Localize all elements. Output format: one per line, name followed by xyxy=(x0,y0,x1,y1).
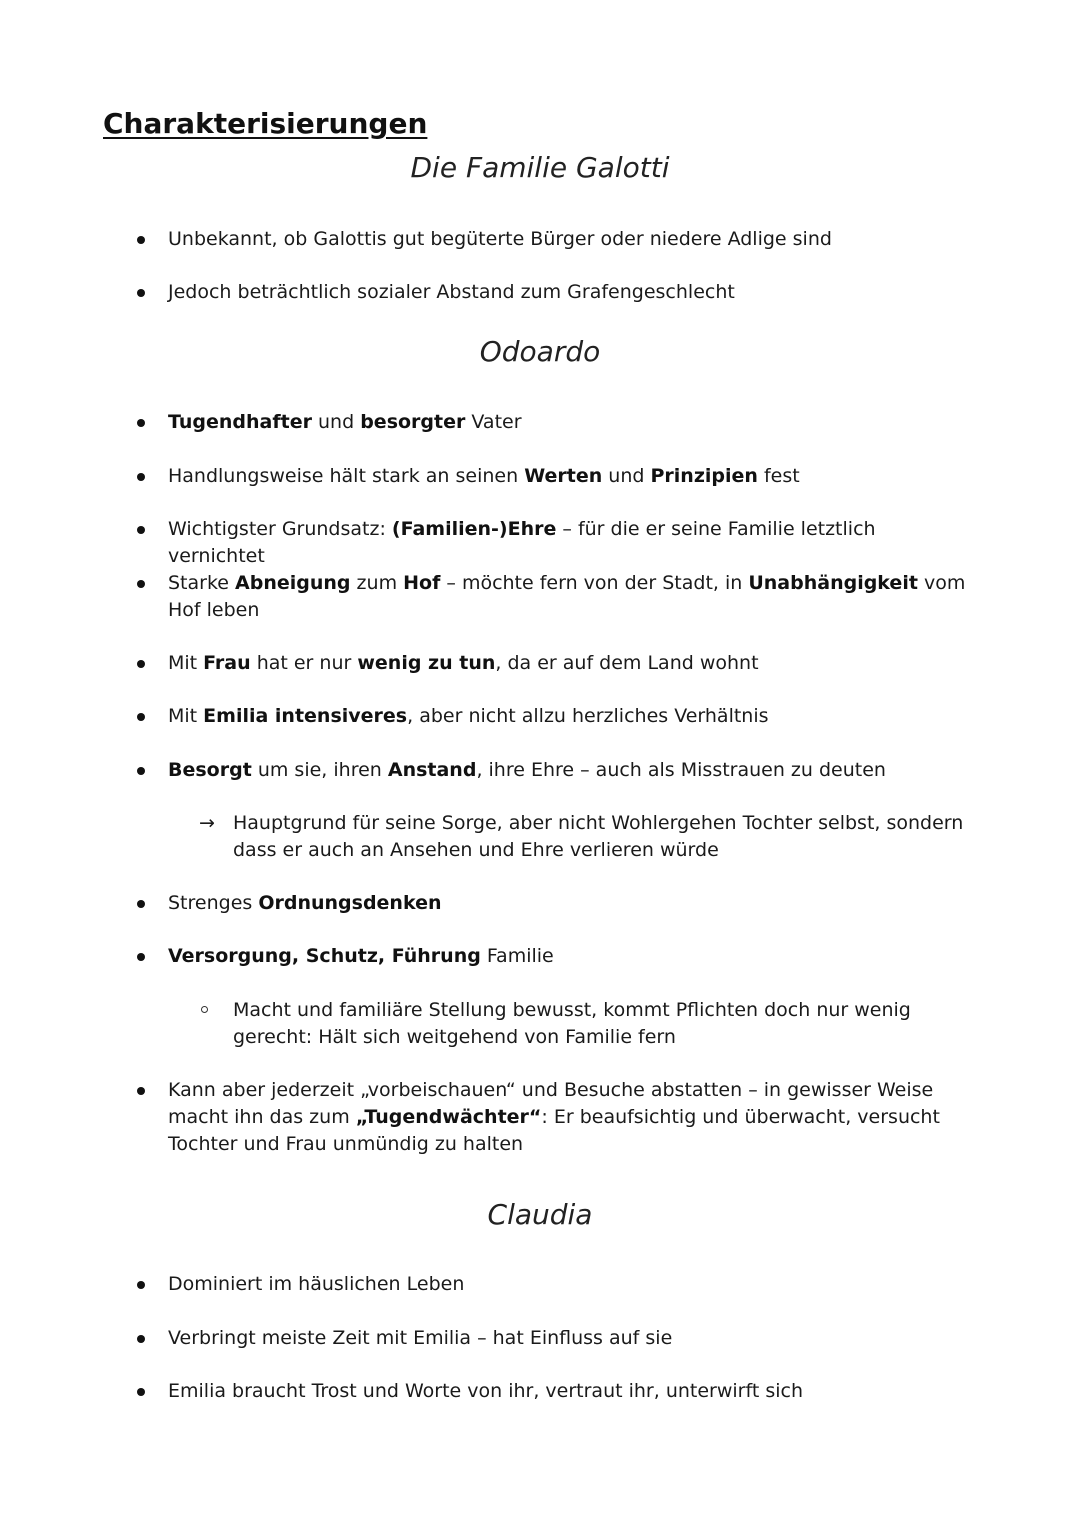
bullet-icon xyxy=(137,953,145,961)
list-item-text: Versorgung, Schutz, Führung Familie xyxy=(168,945,554,967)
list-item-text: Starke Abneigung zum Hof – möchte fern von der Stadt, in Unabhängigkeit vom Hof leben xyxy=(168,572,966,621)
list-item-text: Verbringt meiste Zeit mit Emilia – hat Einfluss auf sie xyxy=(168,1327,673,1349)
section-heading-odoardo: Odoardo xyxy=(479,335,601,368)
bullet-icon xyxy=(137,713,145,721)
section-heading-claudia: Claudia xyxy=(487,1198,593,1231)
list-item-text: Kann aber jederzeit „vorbeischauen“ und Besuche abstatten – in gewisser Weise macht ihn das zum „Tugendwächter“: Er beaufsichtig und überwacht, versucht Tochter und Frau unmündig zu halten xyxy=(168,1079,940,1155)
section-heading-familie: Die Familie Galotti xyxy=(410,151,670,184)
list-item-text: Strenges Ordnungsdenken xyxy=(168,892,442,914)
bullet-icon xyxy=(137,660,145,668)
bullet-icon xyxy=(137,767,145,775)
bullet-icon xyxy=(137,526,145,534)
bullet-icon xyxy=(137,473,145,481)
list-item-text: Jedoch beträchtlich sozialer Abstand zum Grafengeschlecht xyxy=(168,281,735,303)
list-item-text: Handlungsweise hält stark an seinen Werten und Prinzipien fest xyxy=(168,465,800,487)
list-item-text: Dominiert im häuslichen Leben xyxy=(168,1273,465,1295)
circle-bullet-icon xyxy=(201,1006,208,1013)
bullet-icon xyxy=(137,1335,145,1343)
bullet-icon xyxy=(137,580,145,588)
sub-list-item-text: Macht und familiäre Stellung bewusst, kommt Pflichten doch nur wenig gerecht: Hält sich weitgehend von Familie fern xyxy=(233,999,911,1048)
list-item-text: Mit Frau hat er nur wenig zu tun, da er auf dem Land wohnt xyxy=(168,652,759,674)
sub-list-item-text: Hauptgrund für seine Sorge, aber nicht Wohlergehen Tochter selbst, sondern dass er auch an Ansehen und Ehre verlieren würde xyxy=(233,812,964,861)
bullet-icon xyxy=(137,1388,145,1396)
bullet-icon xyxy=(137,289,145,297)
bullet-icon xyxy=(137,1281,145,1289)
bullet-icon xyxy=(137,900,145,908)
list-item-text: Tugendhafter und besorgter Vater xyxy=(168,411,522,433)
arrow-right-icon: → xyxy=(199,812,215,834)
bullet-icon xyxy=(137,419,145,427)
bullet-icon xyxy=(137,236,145,244)
list-item-text: Wichtigster Grundsatz: (Familien-)Ehre – für die er seine Familie letztlich vernichtet xyxy=(168,518,876,567)
list-item-text: Unbekannt, ob Galottis gut begüterte Bürger oder niedere Adlige sind xyxy=(168,228,832,250)
list-item-text: Mit Emilia intensiveres, aber nicht allzu herzliches Verhältnis xyxy=(168,705,769,727)
page-title: Charakterisierungen xyxy=(103,107,428,140)
list-item-text: Besorgt um sie, ihren Anstand, ihre Ehre – auch als Misstrauen zu deuten xyxy=(168,759,886,781)
bullet-icon xyxy=(137,1087,145,1095)
list-item-text: Emilia braucht Trost und Worte von ihr, vertraut ihr, unterwirft sich xyxy=(168,1380,803,1402)
